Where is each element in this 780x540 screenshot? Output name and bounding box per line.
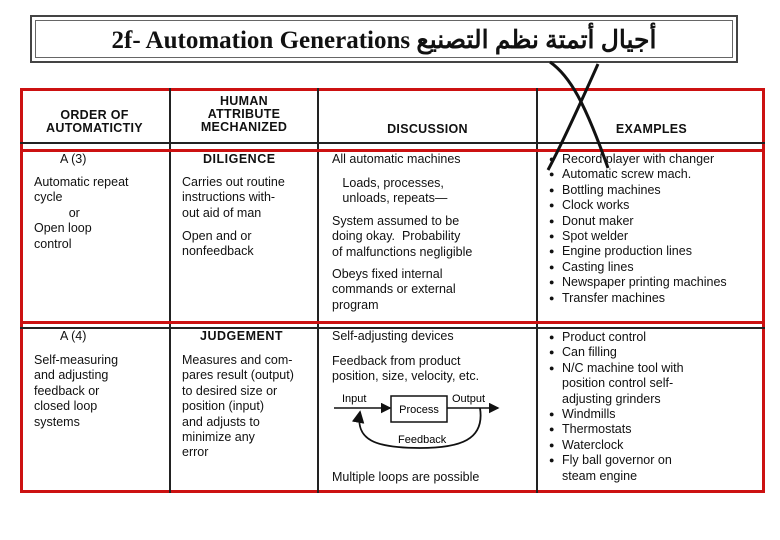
header-discussion: DISCUSSION: [387, 122, 468, 136]
example-item: ● Windmills: [549, 407, 684, 422]
diagram-process-label: Process: [399, 404, 439, 416]
order-text-a3: Automatic repeat cycle or Open loop control: [34, 175, 129, 251]
attribute-text-a3-1: Carries out routine instructions with- out aid of man: [182, 175, 285, 220]
order-text-a4: Self-measuring and adjusting feedback or closed loop systems: [34, 353, 119, 429]
feedback-loop-diagram: [330, 390, 530, 460]
discussion-lead-a3: All automatic machines: [332, 152, 461, 166]
discussion-tail-a4: Multiple loops are possible: [332, 470, 480, 484]
diagram-feedback-label: Feedback: [398, 434, 447, 446]
x-stroke: [548, 64, 598, 170]
example-item: ● Record player with changer: [549, 152, 727, 167]
example-item: ● Fly ball governor on steam engine: [549, 453, 684, 484]
discussion-lead-a4: Self-adjusting devices: [332, 329, 454, 343]
diagram-output-label: Output: [452, 393, 486, 405]
example-item: ● Engine production lines: [549, 244, 727, 259]
discussion-p1-a3: Loads, processes, unloads, repeats—: [342, 176, 448, 206]
discussion-p1-a4: Feedback from product position, size, velocity, etc.: [332, 354, 480, 384]
example-item: ● Thermostats: [549, 422, 684, 437]
example-item: ● Can filling: [549, 345, 684, 360]
level-a4: A (4): [60, 329, 87, 343]
attribute-judgement: JUDGEMENT: [200, 329, 283, 343]
attribute-text-a4: Measures and com- pares result (output) to desired size or position (input) and adjusts to minimize any error: [182, 353, 294, 460]
header-human-attribute: HUMAN ATTRIBUTE MECHANIZED: [200, 94, 288, 134]
header-order: ORDER OF AUTOMATICTIY: [46, 108, 143, 135]
attribute-diligence: DILIGENCE: [203, 152, 276, 166]
example-item: ● Casting lines: [549, 260, 727, 275]
level-a3: A (3): [60, 152, 87, 166]
header-divider: [20, 142, 765, 144]
example-item: ● Clock works: [549, 198, 727, 213]
row-divider-red: [20, 321, 765, 324]
automation-table: [20, 88, 765, 493]
diagram-input-label: Input: [342, 393, 367, 405]
example-item: ● Waterclock: [549, 438, 684, 453]
discussion-p3-a3: Obeys fixed internal commands or external program: [332, 267, 456, 312]
example-item: ● N/C machine tool with position control self- adjusting grinders: [549, 361, 684, 407]
example-item: ● Spot welder: [549, 229, 727, 244]
title-box: [30, 15, 738, 63]
page-title: 2f- Automation Generations أجيال أتمتة نظم التصنيع: [111, 27, 657, 54]
example-item: ● Newspaper printing machines: [549, 275, 727, 290]
discussion-p2-a3: System assumed to be doing okay. Probability of malfunctions negligible: [332, 214, 473, 259]
example-item: ● Bottling machines: [549, 183, 727, 198]
example-item: ● Automatic screw mach.: [549, 167, 727, 182]
cross-out-mark: [540, 58, 620, 178]
example-item: ● Product control: [549, 330, 684, 345]
example-item: ● Donut maker: [549, 214, 727, 229]
example-item: ● Transfer machines: [549, 291, 727, 306]
header-examples: EXAMPLES: [615, 122, 688, 136]
examples-list-a4: [549, 330, 684, 484]
attribute-text-a3-2: Open and or nonfeedback: [182, 229, 254, 259]
